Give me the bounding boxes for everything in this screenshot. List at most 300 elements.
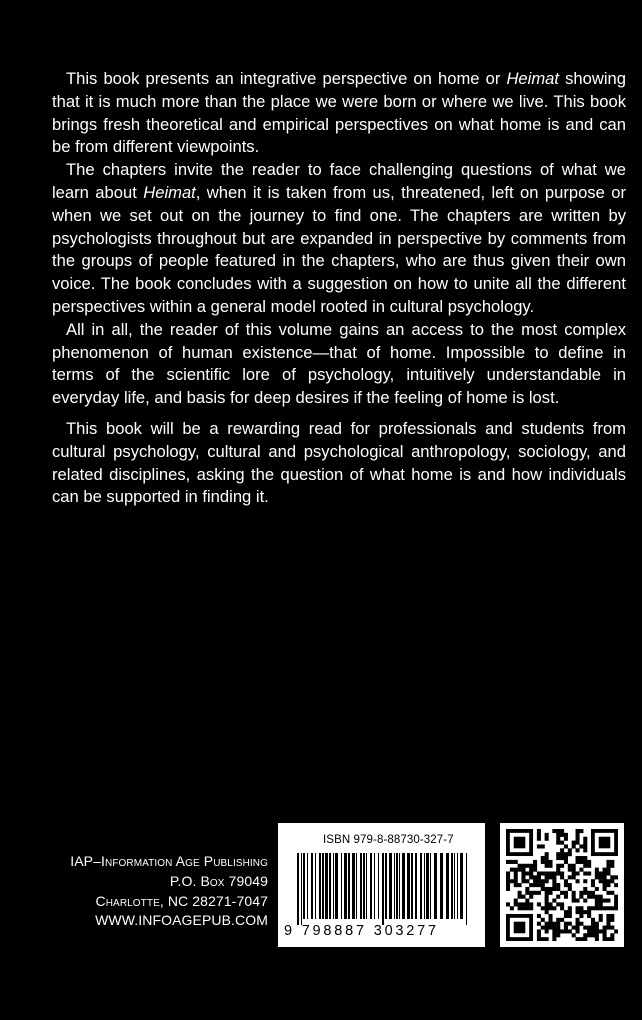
qr-module <box>533 864 537 868</box>
isbn-barcode-label <box>278 823 485 947</box>
qr-module <box>537 902 541 906</box>
qr-module <box>576 856 580 860</box>
qr-module <box>610 864 614 868</box>
qr-module <box>603 933 607 937</box>
publisher-po-box: P.O. Box 79049 <box>169 872 268 889</box>
qr-module <box>541 926 545 930</box>
qr-module <box>541 879 545 883</box>
qr-module <box>537 837 541 841</box>
barcode-bar <box>341 853 342 919</box>
qr-module <box>568 929 572 933</box>
barcode-bar <box>460 853 463 919</box>
back-cover-blurb <box>52 68 626 509</box>
qr-module <box>545 879 549 883</box>
qr-module <box>506 902 510 906</box>
qr-module <box>583 871 587 875</box>
qr-module <box>576 879 580 883</box>
qr-module <box>518 864 522 868</box>
qr-module <box>568 848 572 852</box>
qr-module <box>521 868 525 872</box>
qr-module <box>533 868 537 872</box>
qr-module <box>518 868 522 872</box>
qr-module <box>560 856 564 860</box>
qr-module <box>521 902 525 906</box>
qr-module <box>583 933 587 937</box>
qr-module <box>579 910 583 914</box>
qr-module <box>514 879 518 883</box>
qr-module <box>545 852 549 856</box>
qr-module <box>579 844 583 848</box>
qr-module <box>560 906 564 910</box>
qr-module <box>591 883 595 887</box>
blurb-text: This book presents an integrative perspective on home or <box>66 69 507 88</box>
qr-module <box>606 868 610 872</box>
qr-module <box>606 883 610 887</box>
barcode-bar <box>374 853 375 919</box>
qr-module <box>587 891 591 895</box>
qr-module <box>583 899 587 903</box>
qr-module <box>587 871 591 875</box>
qr-module <box>606 899 610 903</box>
qr-module <box>560 902 564 906</box>
qr-module <box>579 860 583 864</box>
qr-module <box>564 929 568 933</box>
barcode-bar <box>378 853 379 919</box>
qr-module <box>556 895 560 899</box>
qr-module <box>510 906 514 910</box>
barcode-bar <box>389 853 392 919</box>
qr-module <box>521 875 525 879</box>
qr-module <box>610 933 614 937</box>
qr-module <box>537 891 541 895</box>
qr-module <box>599 837 611 849</box>
qr-module <box>514 837 526 849</box>
qr-module <box>599 871 603 875</box>
barcode-bar <box>301 853 302 925</box>
qr-module <box>572 891 576 895</box>
qr-module <box>506 879 510 883</box>
qr-module <box>560 852 564 856</box>
qr-module <box>595 895 599 899</box>
qr-module <box>560 875 564 879</box>
qr-module <box>552 829 556 833</box>
qr-module <box>587 929 591 933</box>
publisher-website: WWW.INFOAGEPUB.COM <box>95 912 268 929</box>
qr-module <box>595 868 599 872</box>
qr-module <box>572 895 576 899</box>
qr-module <box>560 871 564 875</box>
qr-module <box>579 937 583 941</box>
qr-module <box>533 883 537 887</box>
qr-module <box>576 922 580 926</box>
qr-module <box>579 856 583 860</box>
barcode-bar <box>446 853 449 919</box>
qr-module <box>572 844 576 848</box>
qr-module <box>583 910 587 914</box>
qr-module <box>595 937 599 941</box>
qr-module <box>587 914 591 918</box>
qr-module <box>576 871 580 875</box>
qr-module <box>521 879 525 883</box>
qr-module <box>506 871 510 875</box>
qr-module <box>548 871 552 875</box>
blurb-paragraph-2 <box>52 159 626 319</box>
qr-module <box>521 871 525 875</box>
qr-module <box>533 891 537 895</box>
qr-module <box>572 926 576 930</box>
qr-module <box>545 860 549 864</box>
qr-module <box>587 895 591 899</box>
qr-module <box>595 926 599 930</box>
qr-module <box>579 906 583 910</box>
barcode-bar <box>297 853 299 925</box>
qr-module <box>537 871 541 875</box>
qr-module <box>579 895 583 899</box>
publisher-name: IAP–Information Age Publishing <box>70 853 268 869</box>
qr-module <box>537 933 541 937</box>
publisher-info <box>58 852 268 931</box>
qr-module <box>529 891 533 895</box>
qr-module <box>556 902 560 906</box>
qr-module <box>568 887 572 891</box>
barcode-bar <box>363 853 365 919</box>
qr-module <box>576 837 580 841</box>
blurb-italic-term: Heimat <box>143 182 196 202</box>
qr-module <box>560 841 564 845</box>
qr-module <box>610 937 614 941</box>
qr-module <box>537 937 541 941</box>
qr-module <box>525 891 529 895</box>
qr-module <box>610 875 614 879</box>
qr-module <box>545 899 549 903</box>
qr-module <box>548 864 552 868</box>
qr-module <box>506 883 510 887</box>
qr-module <box>545 864 549 868</box>
qr-module <box>548 891 552 895</box>
qr-module <box>556 871 560 875</box>
barcode-bar <box>335 853 338 919</box>
qr-module <box>529 883 533 887</box>
qr-module <box>599 906 603 910</box>
qr-module <box>556 841 560 845</box>
barcode-bar <box>451 853 453 919</box>
barcode-bar <box>333 853 334 919</box>
qr-module <box>603 887 607 891</box>
barcode-bar <box>366 853 367 919</box>
qr-module <box>529 864 533 868</box>
qr-module <box>591 879 595 883</box>
barcode-bar <box>440 853 443 919</box>
qr-module <box>514 883 518 887</box>
qr-module <box>606 914 610 918</box>
qr-module <box>579 891 583 895</box>
qr-module <box>576 926 580 930</box>
qr-module <box>564 891 568 895</box>
qr-module <box>576 929 580 933</box>
qr-module <box>548 926 552 930</box>
isbn-number: ISBN 979-8-88730-327-7 <box>323 834 454 846</box>
qr-module <box>583 891 587 895</box>
qr-module <box>525 864 529 868</box>
qr-module <box>518 883 522 887</box>
qr-module <box>564 856 568 860</box>
qr-module <box>552 875 556 879</box>
qr-module <box>587 910 591 914</box>
blurb-text: showing that it is much more than the place we were born or where we live. This book brings fresh theoretical and empirical perspectives on what home is and can be from different viewpoints. <box>52 69 626 157</box>
barcode-bar <box>352 853 355 919</box>
barcode-bar <box>356 853 357 919</box>
barcode-bar <box>322 853 324 919</box>
qr-module <box>514 902 518 906</box>
qr-module <box>599 902 603 906</box>
qr-module <box>595 902 599 906</box>
qr-module <box>610 918 614 922</box>
qr-module <box>556 922 560 926</box>
qr-module <box>518 891 522 895</box>
blurb-text: The chapters invite the reader to face challenging questions of what we learn about <box>52 160 626 202</box>
qr-module <box>564 926 568 930</box>
qr-module <box>572 871 576 875</box>
qr-module <box>610 906 614 910</box>
qr-module <box>603 926 607 930</box>
qr-module <box>583 879 587 883</box>
qr-module <box>552 933 556 937</box>
qr-module <box>591 922 595 926</box>
qr-module <box>548 918 552 922</box>
qr-module <box>572 875 576 879</box>
qr-module <box>591 918 595 922</box>
qr-module <box>603 875 607 879</box>
qr-module <box>514 868 518 872</box>
qr-module <box>595 899 599 903</box>
qr-module <box>514 871 518 875</box>
qr-module <box>564 860 568 864</box>
qr-module <box>560 829 564 833</box>
qr-module <box>548 902 552 906</box>
blurb-paragraph-4: This book will be a rewarding read for professionals and students from cultural psychology, cultural and psychological anthropology, sociology, and related disciplines, asking the question of what home is and how individuals can be supported in finding it. <box>52 418 626 507</box>
qr-module <box>583 887 587 891</box>
qr-module <box>537 922 541 926</box>
qr-module <box>552 926 556 930</box>
barcode-bar <box>329 853 331 919</box>
qr-module <box>552 899 556 903</box>
qr-module <box>606 891 610 895</box>
qr-module <box>599 875 603 879</box>
qr-module <box>599 918 603 922</box>
qr-module <box>545 875 549 879</box>
qr-module <box>529 868 533 872</box>
qr-module <box>560 833 564 837</box>
qr-module <box>537 833 541 837</box>
qr-module <box>603 906 607 910</box>
barcode-bar <box>424 853 425 919</box>
qr-module <box>529 902 533 906</box>
qr-module <box>545 887 549 891</box>
qr-module <box>564 883 568 887</box>
qr-module <box>514 899 518 903</box>
qr-module <box>568 922 572 926</box>
qr-module <box>610 914 614 918</box>
qr-module <box>591 933 595 937</box>
barcode-bar <box>407 853 410 919</box>
qr-module <box>606 922 610 926</box>
qr-module <box>564 879 568 883</box>
qr-module <box>514 922 526 934</box>
qr-module <box>556 929 560 933</box>
qr-module <box>545 910 549 914</box>
qr-module <box>572 841 576 845</box>
qr-module <box>587 864 591 868</box>
qr-module <box>556 864 560 868</box>
blurb-italic-term: Heimat <box>506 69 560 88</box>
qr-module <box>568 852 572 856</box>
qr-module <box>529 906 533 910</box>
qr-module <box>599 899 603 903</box>
qr-module <box>583 864 587 868</box>
barcode-bar <box>466 853 467 925</box>
qr-module <box>556 926 560 930</box>
qr-module <box>506 887 510 891</box>
qr-module <box>506 875 510 879</box>
qr-module <box>552 879 556 883</box>
qr-module <box>518 895 522 899</box>
barcode-digits: 9 798887 303277 <box>284 923 439 939</box>
qr-module <box>521 895 525 899</box>
qr-module <box>506 860 510 864</box>
qr-module <box>541 937 545 941</box>
qr-module <box>595 887 599 891</box>
barcode-bar <box>307 853 308 919</box>
qr-module <box>545 871 549 875</box>
qr-module <box>556 837 560 841</box>
qr-module <box>614 883 618 887</box>
qr-module <box>537 844 541 848</box>
qr-module <box>603 937 607 941</box>
qr-module <box>541 844 545 848</box>
qr-module <box>545 937 549 941</box>
barcode-bar <box>319 853 321 919</box>
qr-module <box>576 910 580 914</box>
qr-module <box>533 860 537 864</box>
qr-module <box>579 914 583 918</box>
qr-module <box>533 879 537 883</box>
barcode-bar <box>402 853 405 919</box>
qr-module <box>564 833 568 837</box>
qr-module <box>514 875 518 879</box>
qr-module <box>591 895 595 899</box>
qr-module <box>548 914 552 918</box>
qr-code-icon <box>506 829 618 941</box>
qr-module <box>525 899 529 903</box>
qr-module <box>583 848 587 852</box>
qr-module <box>603 879 607 883</box>
qr-module <box>529 895 533 899</box>
qr-module <box>510 879 514 883</box>
qr-module <box>556 856 560 860</box>
qr-module <box>587 860 591 864</box>
qr-module <box>560 929 564 933</box>
qr-module <box>564 844 568 848</box>
qr-module <box>606 926 610 930</box>
qr-module <box>514 860 518 864</box>
barcode-bar <box>344 853 347 919</box>
qr-module <box>579 868 583 872</box>
barcode-bar <box>360 853 362 919</box>
qr-module <box>603 929 607 933</box>
blurb-paragraph-3: All in all, the reader of this volume gains an access to the most complex phenomenon of human existence—that of home. Impossible to define in terms of the scientific lore of psychology, intuitively understandable in everyday life, and basis for deep desires if the feeling of home is lost. <box>52 319 626 408</box>
qr-module <box>595 871 599 875</box>
barcode-icon <box>289 853 475 925</box>
qr-module <box>614 902 618 906</box>
barcode-bar <box>434 853 437 919</box>
qr-module <box>576 906 580 910</box>
qr-module <box>545 833 549 837</box>
qr-module <box>564 852 568 856</box>
qr-module <box>552 906 556 910</box>
qr-module <box>595 875 599 879</box>
qr-module <box>545 922 549 926</box>
qr-module <box>548 922 552 926</box>
qr-module <box>529 871 533 875</box>
qr-module <box>564 837 568 841</box>
qr-module <box>560 918 564 922</box>
qr-module <box>564 922 568 926</box>
barcode-bar <box>394 853 395 919</box>
publisher-city: Charlotte, NC 28271-7047 <box>95 892 268 909</box>
qr-module <box>521 906 525 910</box>
qr-module <box>568 910 572 914</box>
qr-module <box>537 875 541 879</box>
qr-module <box>606 937 610 941</box>
qr-module <box>614 899 618 903</box>
qr-module <box>518 902 522 906</box>
qr-module <box>556 933 560 937</box>
qr-module <box>552 929 556 933</box>
qr-module <box>603 868 607 872</box>
qr-module <box>606 918 610 922</box>
qr-module <box>583 860 587 864</box>
qr-module <box>576 841 580 845</box>
qr-module <box>560 864 564 868</box>
qr-module <box>595 933 599 937</box>
barcode-bar <box>303 853 305 919</box>
qr-module <box>545 902 549 906</box>
qr-module <box>568 875 572 879</box>
qr-module <box>537 929 541 933</box>
qr-module <box>606 906 610 910</box>
qr-module <box>545 895 549 899</box>
blurb-text: , when it is taken from us, threatened, left on purpose or when we set out on the journey to find one. The chapters are written by psychologists throughout but are expanded in perspective by comments from the groups of people featured in the chapters, who are thus given their own voice. The book concludes with a suggestion on how to unite all the different perspectives within a general model rooted in cultural psychology. <box>52 182 626 316</box>
barcode-bar <box>382 853 384 925</box>
blurb-paragraph-1 <box>52 68 626 159</box>
qr-module <box>525 906 529 910</box>
qr-module <box>545 891 549 895</box>
qr-module <box>572 868 576 872</box>
qr-module <box>583 841 587 845</box>
qr-module <box>610 926 614 930</box>
qr-module <box>556 887 560 891</box>
qr-module <box>568 883 572 887</box>
qr-module <box>564 895 568 899</box>
qr-module <box>548 906 552 910</box>
qr-module <box>545 856 549 860</box>
barcode-bar <box>426 853 429 919</box>
qr-module <box>568 868 572 872</box>
qr-module <box>541 856 545 860</box>
qr-module <box>576 860 580 864</box>
qr-code <box>500 823 624 947</box>
qr-module <box>548 860 552 864</box>
